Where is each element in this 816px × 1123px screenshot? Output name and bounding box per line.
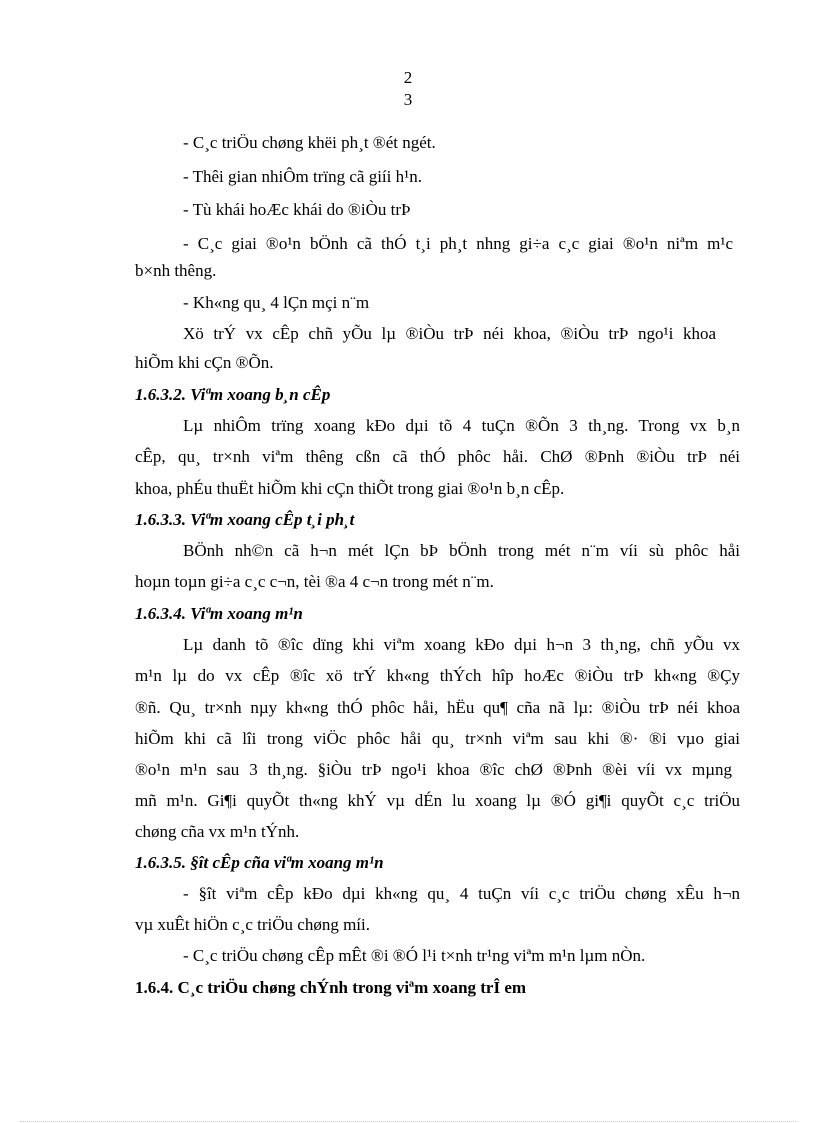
text-line: ®o¹n m¹n sau 3 th¸ng. §iÒu trÞ ngo¹i khoa ®îc chØ ®Þnh ®èi víi vx mµng (135, 760, 732, 779)
text-line: cÊp, qu¸ tr×nh viªm thêng cßn cã thÓ phôc håi. ChØ ®Þnh ®iÒu trÞ néi (135, 447, 740, 466)
text-line: - §ît viªm cÊp kÐo dµi kh«ng qu¸ 4 tuÇn víi c¸c triÖu chøng xÊu h¬n (183, 884, 740, 903)
text-line: hiÕm khi cÇn ®Õn. (135, 353, 274, 372)
text-line: Lµ danh tõ ®îc dïng khi viªm xoang kÐo dµi h¬n 3 th¸ng, chñ yÕu vx (183, 635, 740, 654)
page-number-bottom: 3 (403, 90, 413, 109)
section-heading: 1.6.3.5. §ît cÊp cña viªm xoang m¹n (135, 853, 384, 872)
text-line: - Kh«ng qu¸ 4 lÇn mçi n¨m (183, 293, 370, 312)
text-line: m¹n lµ do vx cÊp ®îc xö trÝ kh«ng thÝch hîp hoÆc ®iÒu trÞ kh«ng ®Çy (135, 666, 740, 685)
text-line: - Tù khái hoÆc khái do ®iÒu trÞ (183, 200, 411, 219)
text-line: hoµn toµn gi÷a c¸c c¬n, tèi ®a 4 c¬n trong mét n¨m. (135, 572, 494, 591)
text-line: - Thêi gian nhiÔm trïng cã giíi h¹n. (183, 167, 422, 186)
section-heading: 1.6.4. C¸c triÖu chøng chÝnh trong viªm xoang trÎ em (135, 978, 527, 997)
section-heading: 1.6.3.2. Viªm xoang b¸n cÊp (135, 385, 331, 404)
text-line: hiÕm khi cã lîi trong viÖc phôc håi qu¸ tr×nh viªm sau khi ®· ®i vµo giai (135, 729, 740, 748)
text-line: Lµ nhiÔm trïng xoang kÐo dµi tõ 4 tuÇn ®Õn 3 th¸ng. Trong vx b¸n (183, 416, 740, 435)
text-line: ®ñ. Qu¸ tr×nh nµy kh«ng thÓ phôc håi, hËu qu¶ cña nã lµ: ®iÒu trÞ néi khoa (135, 698, 740, 717)
page-number-top: 2 (403, 68, 413, 87)
text-line: - C¸c triÖu chøng cÊp mÊt ®i ®Ó l¹i t×nh tr¹ng viªm m¹n lµm nÒn. (183, 946, 646, 965)
text-line: b×nh thêng. (135, 261, 217, 280)
page-bottom-rule (20, 1121, 796, 1122)
text-line: - C¸c giai ®o¹n bÖnh cã thÓ t¸i ph¸t nhng gi÷a c¸c giai ®o¹n niªm m¹c (183, 234, 733, 253)
text-line: khoa, phÉu thuËt hiÕm khi cÇn thiÕt trong giai ®o¹n b¸n cÊp. (135, 479, 565, 498)
section-heading: 1.6.3.4. Viªm xoang m¹n (135, 604, 303, 623)
text-line: Xö trÝ vx cÊp chñ yÕu lµ ®iÒu trÞ néi khoa, ®iÒu trÞ ngo¹i khoa (183, 324, 716, 343)
text-line: BÖnh nh©n cã h¬n mét lÇn bÞ bÖnh trong mét n¨m víi sù phôc håi (183, 541, 740, 560)
text-line: - C¸c triÖu chøng khëi ph¸t ®ét ngét. (183, 133, 436, 152)
section-heading: 1.6.3.3. Viªm xoang cÊp t¸i ph¸t (135, 510, 355, 529)
text-line: vµ xuÊt hiÖn c¸c triÖu chøng míi. (135, 915, 371, 934)
text-line: mñ m¹n. Gi¶i quyÕt th«ng khÝ vµ dÉn lu xoang lµ ®Ó gi¶i quyÕt c¸c triÖu (135, 791, 740, 810)
text-line: chøng cña vx m¹n tÝnh. (135, 822, 300, 841)
